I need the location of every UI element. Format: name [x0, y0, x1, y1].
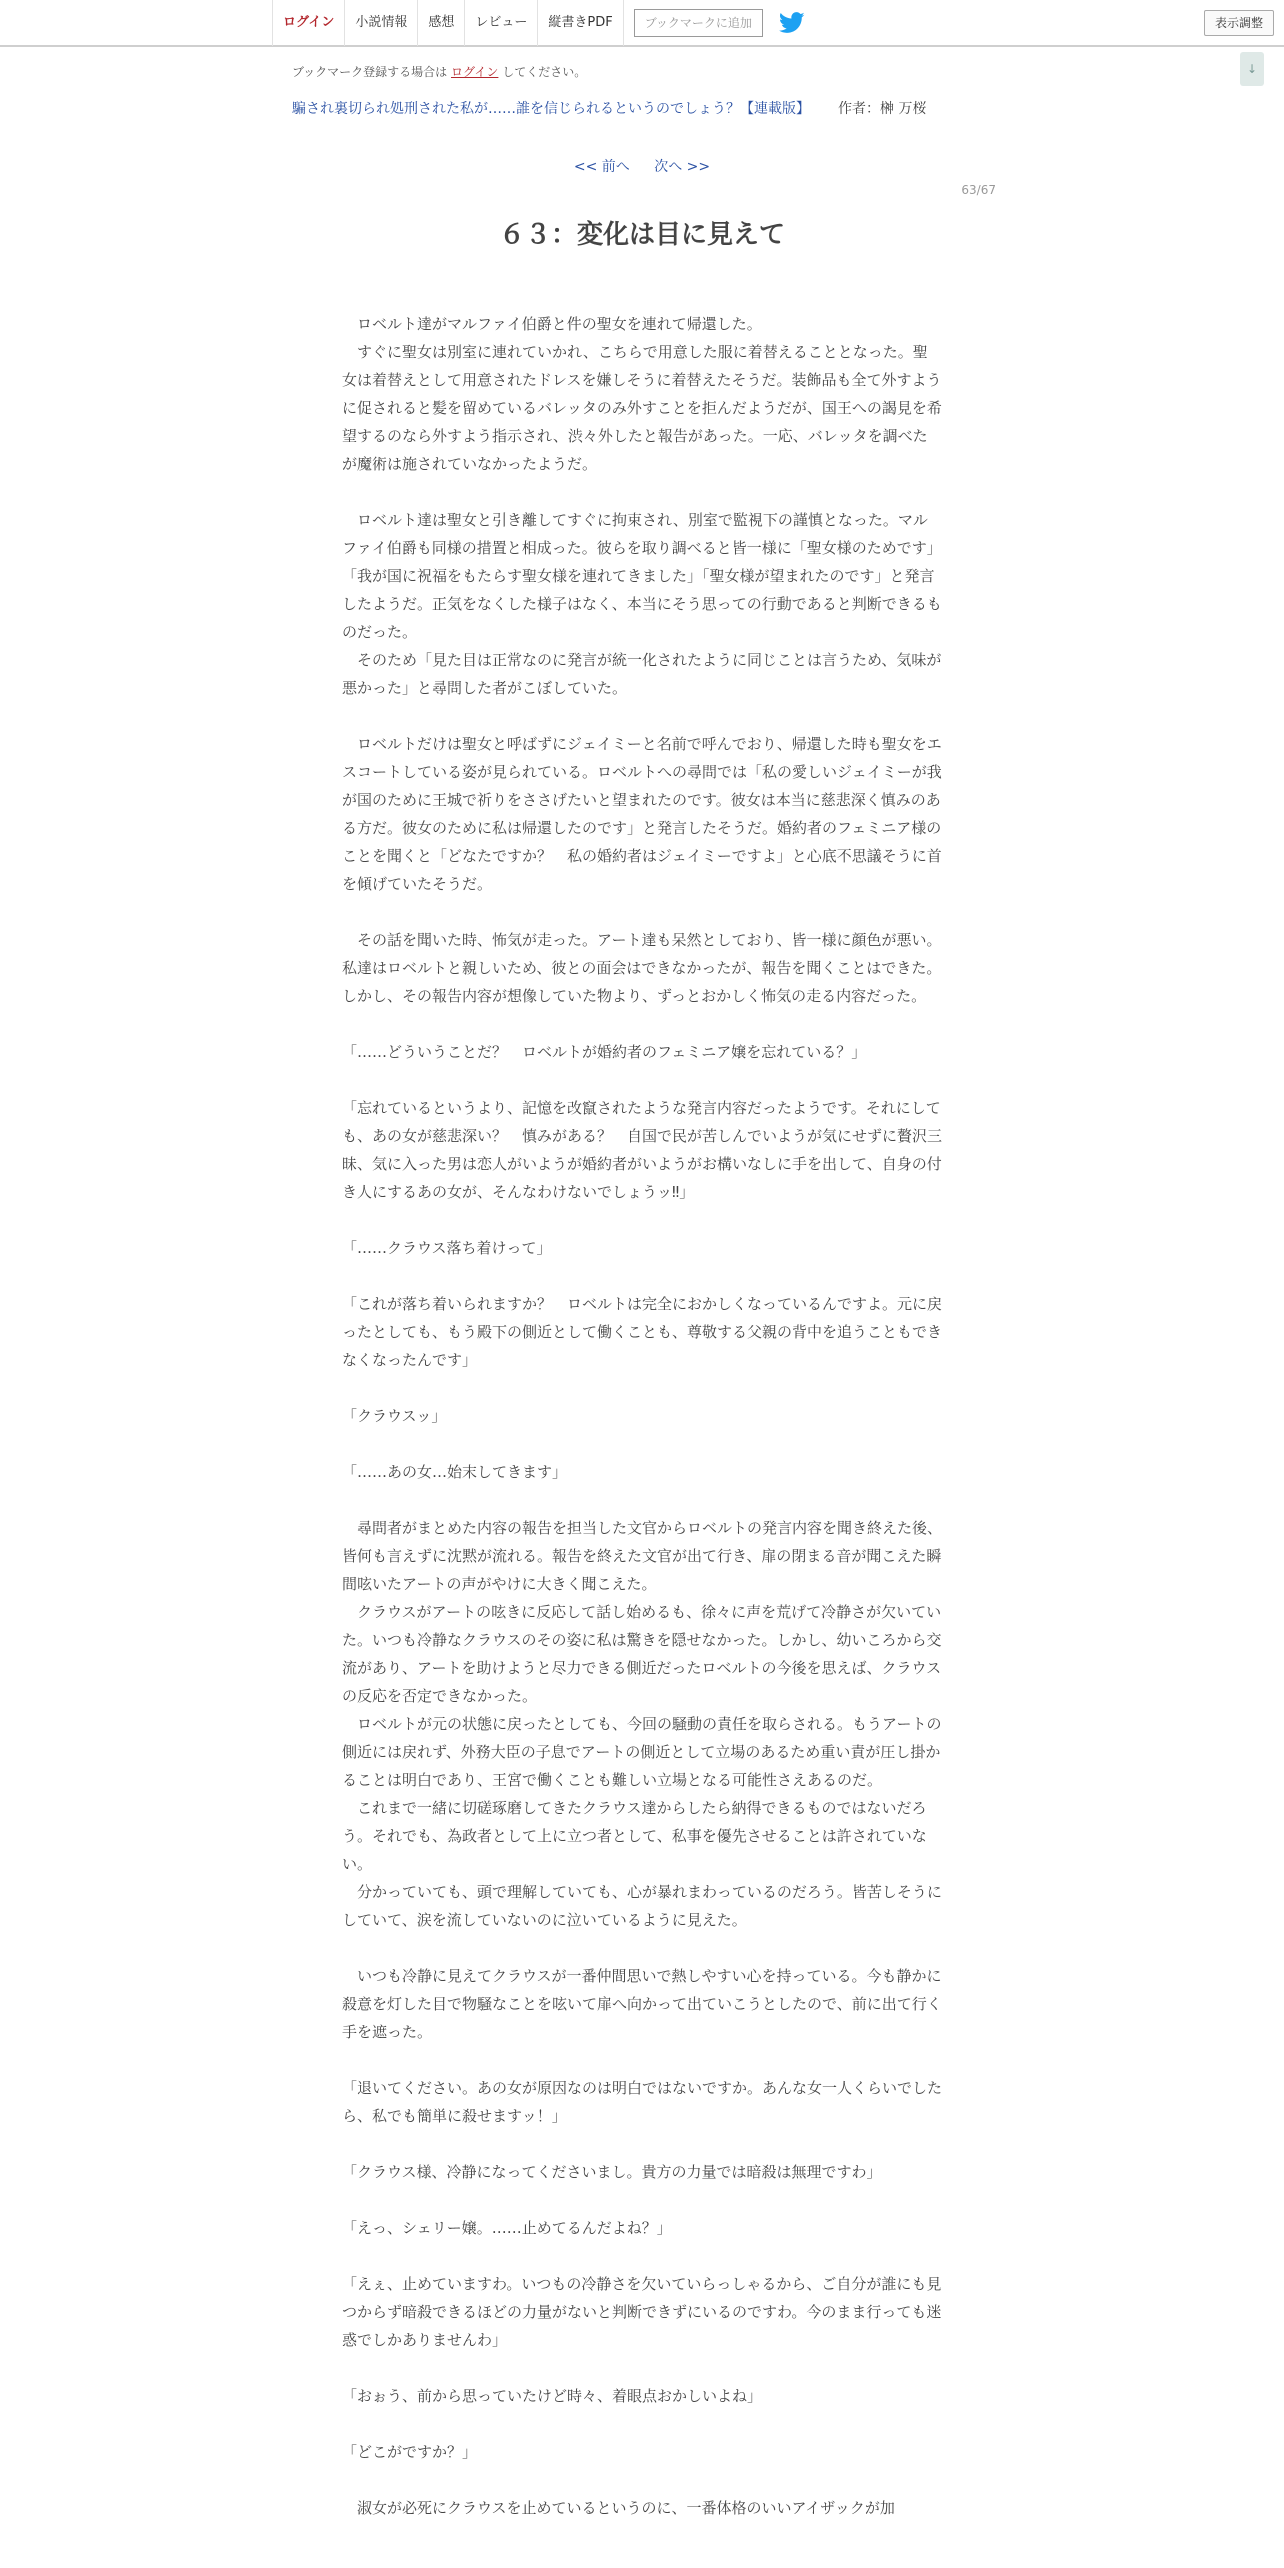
body-paragraph — [342, 2130, 942, 2158]
body-paragraph — [342, 2410, 942, 2438]
nav-login[interactable]: ログイン — [272, 0, 344, 46]
nav-vertical-pdf[interactable]: 縦書きPDF — [537, 0, 623, 46]
body-paragraph — [342, 1934, 942, 1962]
login-note-link[interactable]: ログイン — [451, 65, 499, 79]
body-paragraph: 「退いてください。あの女が原因なのは明白ではないですか。あんな女一人くらいでしたら、私でも簡単に殺せますッ！」 — [342, 2079, 943, 2125]
body-paragraph: ロベルト達がマルファイ伯爵と件の聖女を連れて帰還した。 — [342, 315, 762, 333]
login-note-after: してください。 — [502, 65, 587, 79]
nav-novel-info[interactable]: 小説情報 — [344, 0, 417, 46]
body-paragraph: 「クラウス様、冷静になってくださいまし。貴方の力量では暗殺は無理ですわ」 — [342, 2163, 882, 2181]
body-paragraph: 「これが落ち着いられますか？ ロベルトは完全におかしくなっているんですよ。元に戻ったとしても、もう殿下の側近として働くことも、尊敬する父親の背中を追うこともできなくなったんです」 — [342, 1295, 943, 1369]
scroll-down-button[interactable]: ↓ — [1240, 52, 1264, 86]
nav-review[interactable]: レビュー — [464, 0, 537, 46]
display-settings-button[interactable]: 表示調整 — [1204, 10, 1274, 36]
body-paragraph — [342, 2354, 942, 2382]
nav-impressions[interactable]: 感想 — [417, 0, 464, 46]
top-bar — [0, 0, 1284, 47]
body-paragraph: そのため「見た目は正常なのに発言が統一化されたように同じことは言うため、気味が悪かった」と尋問した者がこぼしていた。 — [342, 651, 942, 697]
body-paragraph — [342, 1374, 942, 1402]
body-paragraph: 「どこがですか？」 — [342, 2443, 478, 2461]
body-paragraph: 「えぇ、止めていますわ。いつもの冷静さを欠いていらっしゃるから、ご自分が誰にも見つからず暗殺できるほどの力量がないと判断できずにいるのですわ。今のまま行っても迷惑でしかありませんわ」 — [342, 2275, 942, 2349]
body-paragraph — [342, 478, 942, 506]
page-count: 63/67 — [961, 183, 996, 197]
body-paragraph — [342, 1486, 942, 1514]
body-paragraph: ロベルトだけは聖女と呼ばずにジェイミーと名前で呼んでおり、帰還した時も聖女をエスコートしている姿が見られている。ロベルトへの尋問では「私の愛しいジェイミーが我が国のために王城で祈りをささげたいと望まれたのです。彼女は本当に慈悲深く慎みのある方だ。彼女のために私は帰還したのです」と発言したそうだ。婚約者のフェミニア様のことを聞くと「どなたですか？ 私の婚約者はジェイミーですよ」と心底不思議そうに首を傾げていたそうだ。 — [342, 735, 942, 893]
body-paragraph: すぐに聖女は別室に連れていかれ、こちらで用意した服に着替えることとなった。聖女は着替えとして用意されたドレスを嫌しそうに着替えたそうだ。装飾品も全て外すように促されると髪を留めているバレッタのみ外すことを拒んだようだが、国王への謁見を希望するのなら外すよう指示され、渋々外したと報告があった。一応、バレッタを調べたが魔術は施されていなかったようだ。 — [342, 343, 942, 473]
body-paragraph: 「……クラウス落ち着けって」 — [342, 1239, 552, 1257]
body-paragraph: クラウスがアートの呟きに反応して話し始めるも、徐々に声を荒げて冷静さが欠いていた。いつも冷静なクラウスのその姿に私は驚きを隠せなかった。しかし、幼いころから交流があり、アートを助けようと尽力できる側近だったロベルトの今後を思えば、クラウスの反応を否定できなかった。 — [342, 1603, 942, 1705]
body-paragraph — [342, 2242, 942, 2270]
chapter-title: ６３：変化は目に見えて — [498, 220, 785, 250]
body-paragraph — [342, 702, 942, 730]
body-paragraph: 淑女が必死にクラウスを止めているというのに、一番体格のいいアイザックが加 — [342, 2499, 895, 2517]
chapter-body — [342, 310, 942, 2522]
body-paragraph — [342, 2466, 942, 2494]
author-name: 作者：榊 万桜 — [838, 101, 927, 117]
body-paragraph: ロベルト達は聖女と引き離してすぐに拘束され、別室で監視下の謹慎となった。マルファイ伯爵も同様の措置と相成った。彼らを取り調べると皆一様に「聖女様のためです」「我が国に祝福をもたらす聖女様を連れてきました」「聖女様が望まれたのです」と発言したようだ。正気をなくした様子はなく、本当にそう思っての行動であると判断できるものだった。 — [342, 511, 942, 641]
body-paragraph: 「忘れているというより、記憶を改竄されたような発言内容だったようです。それにしても、あの女が慈悲深い？ 慎みがある？ 自国で民が苦しんでいようが気にせずに贅沢三昧、気に入った男は恋人がいようが婚約者がいようがお構いなしに手を出して、自身の付き人にするあの女が、そんなわけないでしょうッ‼」 — [342, 1099, 943, 1201]
body-paragraph: その話を聞いた時、怖気が走った。アート達も呆然としており、皆一様に顔色が悪い。私達はロベルトと親しいため、彼との面会はできなかったが、報告を聞くことはできた。しかし、その報告内容が想像していた物より、ずっとおかしく怖気の走る内容だった。 — [342, 931, 942, 1005]
body-paragraph: 尋問者がまとめた内容の報告を担当した文官からロベルトの発言内容を聞き終えた後、皆何も言えずに沈黙が流れる。報告を終えた文官が出て行き、扉の閉まる音が聞こえた瞬間呟いたアートの声がやけに大きく聞こえた。 — [342, 1519, 943, 1593]
body-paragraph — [342, 898, 942, 926]
next-chapter-link[interactable]: 次へ >> — [654, 159, 711, 175]
body-paragraph: 「えっ、シェリー嬢。……止めてるんだよね？」 — [342, 2219, 672, 2237]
body-paragraph — [342, 1430, 942, 1458]
twitter-icon[interactable] — [779, 12, 805, 34]
body-paragraph: 「おぉう、前から思っていたけど時々、着眼点おかしいよね」 — [342, 2387, 763, 2405]
login-note-before: ブックマーク登録する場合は — [292, 65, 448, 79]
prev-chapter-link[interactable]: << 前へ — [573, 159, 630, 175]
bookmark-login-note — [292, 63, 586, 80]
body-paragraph: これまで一緒に切磋琢磨してきたクラウス達からしたら納得できるものではないだろう。それでも、為政者として上に立つ者として、私事を優先させることは許されていない。 — [342, 1799, 927, 1873]
body-paragraph: いつも冷静に見えてクラウスが一番仲間思いで熱しやすい心を持っている。今も静かに殺意を灯した目で物騒なことを呟いて扉へ向かって出ていこうとしたので、前に出て行く手を遮った。 — [342, 1967, 942, 2041]
chapter-pager — [0, 156, 1284, 176]
body-paragraph — [342, 2046, 942, 2074]
body-paragraph: 「クラウスッ」 — [342, 1407, 447, 1425]
body-paragraph — [342, 1262, 942, 1290]
body-paragraph — [342, 1206, 942, 1234]
novel-title-link[interactable]: 騙され裏切られ処刑された私が……誰を信じられるというのでしょう？【連載版】 — [292, 101, 810, 117]
main-nav — [272, 0, 805, 46]
add-bookmark-button[interactable]: ブックマークに追加 — [634, 9, 763, 37]
body-paragraph: 「……どういうことだ？ ロベルトが婚約者のフェミニア嬢を忘れている？」 — [342, 1043, 867, 1061]
body-paragraph — [342, 2186, 942, 2214]
body-paragraph — [342, 1066, 942, 1094]
body-paragraph: 分かっていても、頭で理解していても、心が暴れまわっているのだろう。皆苦しそうにしていて、涙を流していないのに泣いているように見えた。 — [342, 1883, 942, 1929]
body-paragraph — [342, 1010, 942, 1038]
body-paragraph: ロベルトが元の状態に戻ったとしても、今回の騒動の責任を取らされる。もうアートの側近には戻れず、外務大臣の子息でアートの側近として立場のあるため重い責が圧し掛かることは明白であり、王宮で働くことも難しい立場となる可能性さえあるのだ。 — [342, 1715, 942, 1789]
body-paragraph: 「……あの女…始末してきます」 — [342, 1463, 568, 1481]
